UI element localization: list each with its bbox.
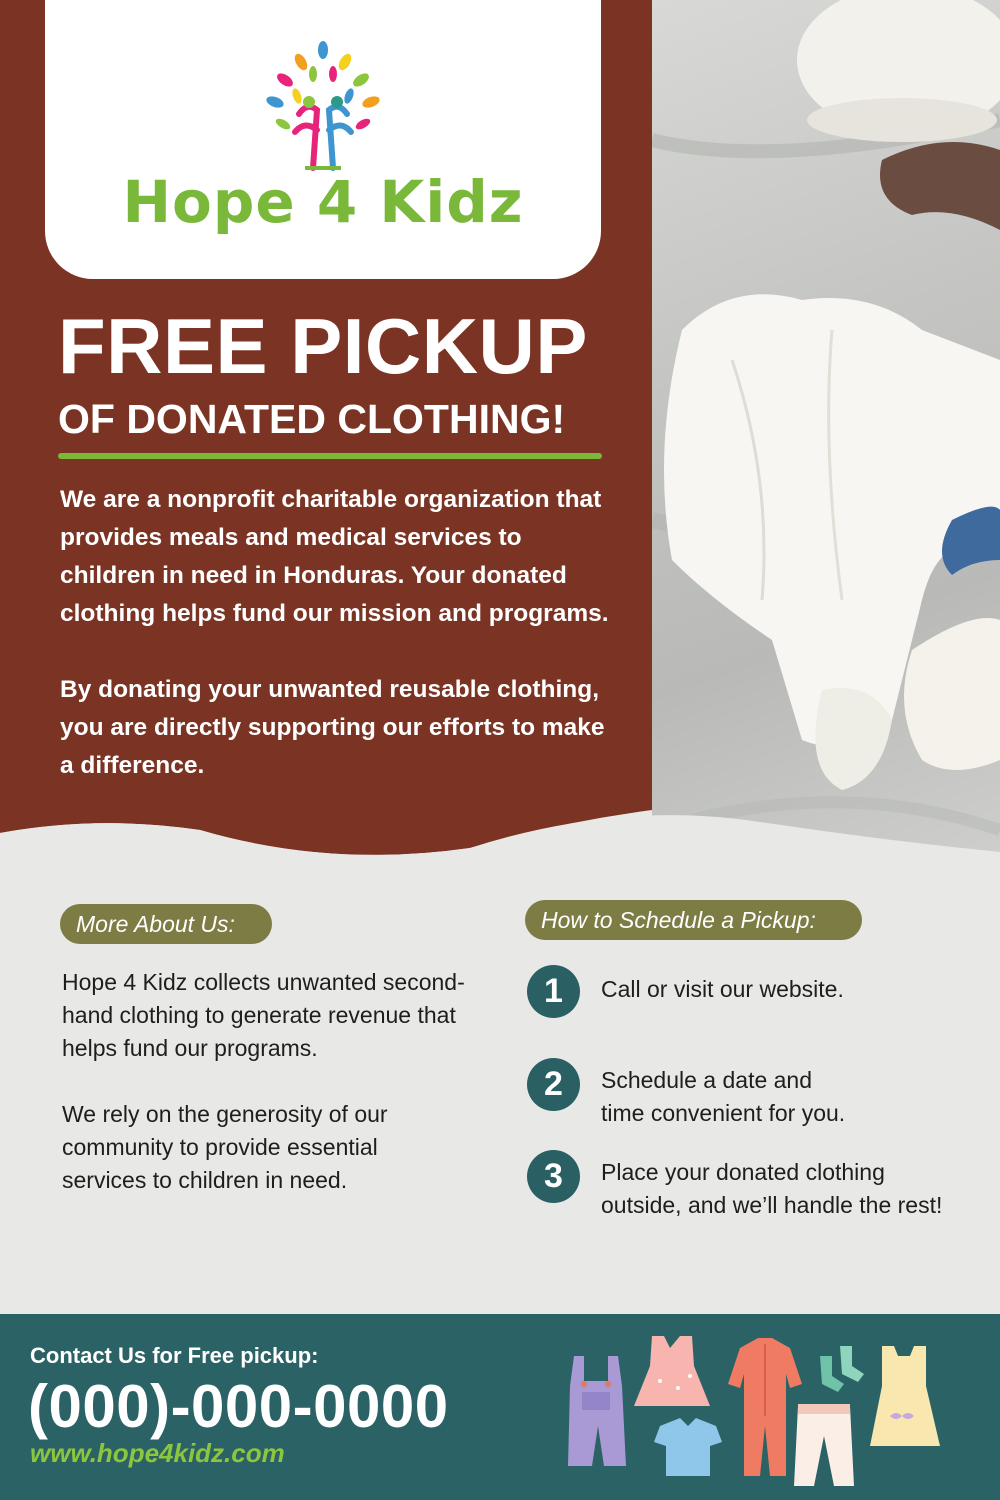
step-text: Place your donated clothing outside, and we’ll handle the rest!: [601, 1159, 943, 1218]
intro-paragraph: By donating your unwanted reusable clothing, you are directly supporting our efforts to make a difference.: [60, 676, 605, 779]
intro-text: [60, 481, 620, 823]
about-paragraph: Hope 4 Kidz collects unwanted second-hand clothing to generate revenue that helps fund our programs.: [62, 969, 465, 1061]
headline: FREE PICKUP: [58, 302, 588, 390]
step-number: 3: [527, 1150, 580, 1203]
website-link[interactable]: www.hope4kidz.com: [30, 1438, 285, 1468]
about-text: [62, 966, 482, 1230]
phone-number[interactable]: (000)-000-0000: [28, 1373, 449, 1440]
about-paragraph: We rely on the generosity of our community to provide essential services to children in need.: [62, 1101, 388, 1193]
about-title-badge: More About Us:: [60, 904, 272, 944]
tree-of-hands-icon: [255, 40, 391, 172]
contact-label: Contact Us for Free pickup:: [30, 1343, 319, 1368]
step-number: 2: [527, 1058, 580, 1111]
step-text: Call or visit our website.: [601, 976, 844, 1002]
step-text: Schedule a date and time convenient for you.: [601, 1067, 846, 1126]
subheadline: OF DONATED CLOTHING!: [58, 396, 566, 442]
logo-wordmark: Hope 4 Kidz: [122, 168, 524, 236]
schedule-title-badge: How to Schedule a Pickup:: [525, 900, 862, 940]
step-number: 1: [527, 965, 580, 1018]
intro-paragraph: We are a nonprofit charitable organization that provides meals and medical services to children in need in Honduras. Your donated clothing helps fund our mission and programs.: [60, 486, 609, 627]
kids-clothing-icon: [560, 1326, 950, 1496]
divider: [58, 453, 602, 459]
logo-card: [45, 0, 601, 279]
